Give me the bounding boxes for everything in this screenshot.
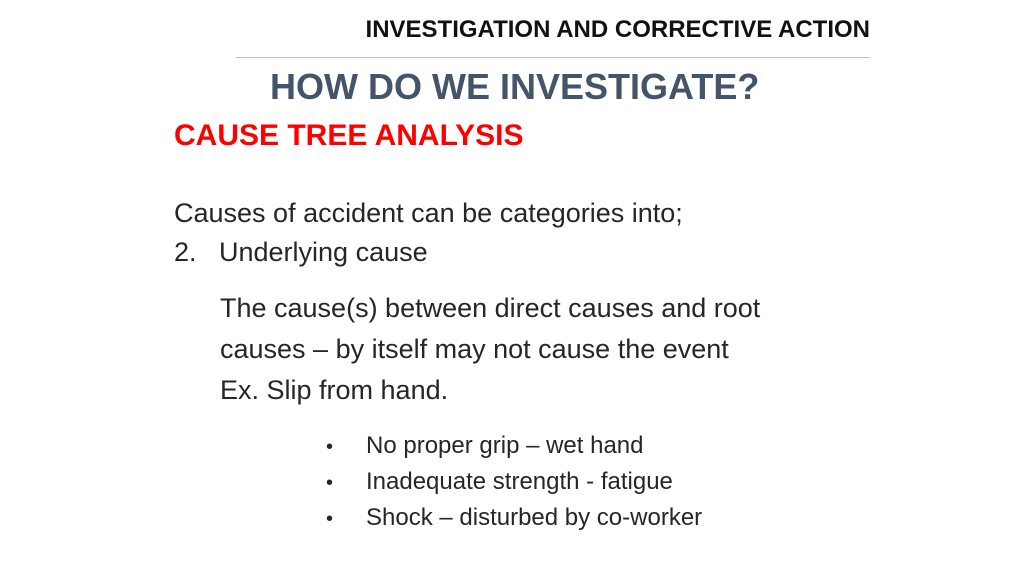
numbered-item (174, 232, 428, 272)
bullet-list (326, 428, 702, 536)
header-title: INVESTIGATION AND CORRECTIVE ACTION (365, 16, 870, 43)
section-title: CAUSE TREE ANALYSIS (174, 119, 524, 152)
intro-text: Causes of accident can be categories into; (174, 198, 683, 228)
description-line: The cause(s) between direct causes and root (220, 293, 761, 323)
bullet-icon: • (326, 472, 334, 494)
slide-heading: HOW DO WE INVESTIGATE? (270, 66, 760, 107)
list-item (326, 464, 702, 500)
list-item-text: Shock – disturbed by co-worker (366, 504, 703, 531)
header-divider (236, 57, 870, 58)
bullet-icon: • (326, 436, 334, 458)
numbered-item-number: 2. (174, 237, 197, 267)
description-line: Ex. Slip from hand. (220, 375, 449, 405)
list-item-text: No proper grip – wet hand (366, 432, 644, 459)
bullet-icon: • (326, 508, 334, 530)
numbered-item-label: Underlying cause (219, 237, 428, 267)
list-item-text: Inadequate strength - fatigue (366, 468, 673, 495)
description-line: causes – by itself may not cause the event (220, 334, 729, 364)
list-item (326, 500, 702, 536)
description-block (220, 288, 760, 411)
list-item (326, 428, 702, 464)
